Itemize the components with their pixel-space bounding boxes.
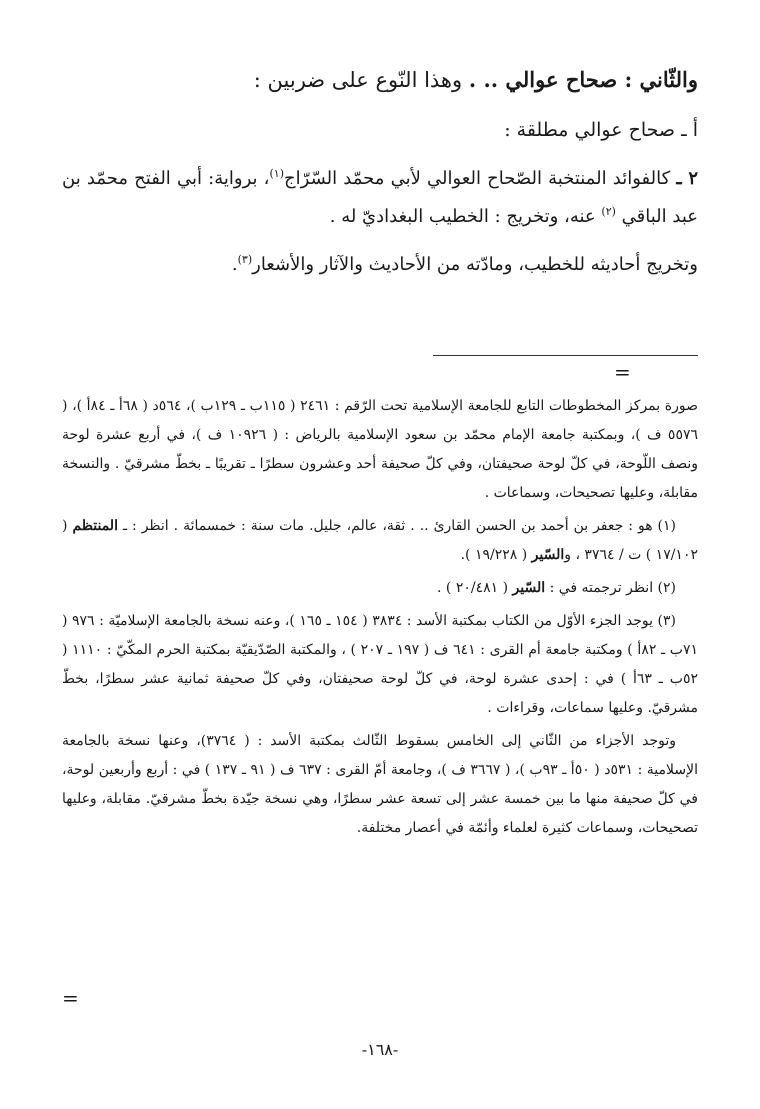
entry-text-2: ، برواية: أبي الفتح محمّد بن عبد الباقي <box>62 168 698 227</box>
second-end: . <box>231 254 238 275</box>
main-text <box>62 58 698 284</box>
footnote-3: (٣) يوجد الجزء الأوّل من الكتاب بمكتبة الأسد : ٣٨٣٤ ( ١٥٤ ـ ١٦٥ )، وعنه نسخة بالجامعة الإسلاميّة : ٩٧٦ ( ٧١ب ـ ٨٢أ ) ومكتبة جامعة أم القرى : ٦٤١ ف ( ١٩٧ ـ ٢٠٧ ) ، والمكتبة الصّدّيقيّة بمكتبة الحرم المكّيّ : ١١١٠ ( ٥٢ب ـ ٦٣أ ) في : إحدى عشرة لوحة، في كلّ لوحة صحيفتان، وفي كلّ صحيفة ثمانية عشر سطرًا، بخطّ مشرقيّ. وعليها سماعات، وقراءات . <box>62 613 698 716</box>
page-number: -١٦٨- <box>361 1040 399 1059</box>
second-text: وتخريج أحاديثه للخطيب، ومادّته من الأحاديث والآثار والأشعار <box>252 254 698 275</box>
footnotes <box>62 392 698 847</box>
footnote-2 <box>62 574 698 603</box>
subheading: أ ـ صحاح عوالي مطلقة : <box>504 119 698 141</box>
footnote-3-continued: وتوجد الأجزاء من الثّاني إلى الخامس بسقوط الثّالث بمكتبة الأسد : ( ٣٧٦٤)، وعنها نسخة بالجامعة الإسلامية : ٥٣١د ( ٥٠أ ـ ٩٣ب )، ( ٣٦٦٧ ف )، وجامعة أمّ القرى : ٦٣٧ ف ( ٩١ ـ ١٣٧ ) في : أربع وأربعين لوحة، في كلّ صحيفة منها ما بين خمسة عشر إلى تسعة عشر سطرًا، وهي نسخة جيّدة بخطّ مشرقيّ. مقابلة، وعليها تصحيحات، وسماعات كثيرة لعلماء وأئمّة في أعصار مختلفة. <box>62 733 698 836</box>
entry-number: ٢ ـ <box>676 168 698 189</box>
footnote-1-book-1: المنتظم <box>72 518 118 534</box>
entry-paragraph <box>62 160 698 236</box>
footnote-ref-3: (٣) <box>237 253 253 266</box>
entry-text-3: عنه، وتخريج : الخطيب البغداديّ له . <box>329 206 596 227</box>
footnote-1 <box>62 512 698 570</box>
heading-rest: وهذا النّوع على ضربين : <box>253 68 463 92</box>
footnote-separator <box>433 355 698 356</box>
heading-bold: والثّاني : صحاح عوالي .. . <box>468 67 698 92</box>
footnote-2-book: السّير <box>512 580 546 596</box>
continuation-mark-bottom: = <box>62 986 79 1010</box>
footnote-continued: صورة بمركز المخطوطات التابع للجامعة الإسلامية تحت الرّقم : ٢٤٦١ ( ١١٥ب ـ ١٢٩ب )، ٥٦٤د ( ٦٨أ ـ ٨٤أ )، ( ٥٥٧٦ ف )، وبمكتبة جامعة الإمام محمّد بن سعود الإسلامية بالرياض : ( ١٠٩٢٦ ف )، في أربع عشرة لوحة ونصف اللّوحة، في كلّ لوحة صحيفتان، وفي كلّ صحيفة أحد وعشرون سطرًا ـ تقريبًا ـ بخطّ مشرقيّ . والنسخة مقابلة، وعليها تصحيحات، وسماعات . <box>62 398 698 501</box>
footnote-1-text: (١) هو : جعفر بن أحمد بن الحسن القارئ .. . ثقة، عالم، جليل. مات سنة : خمسمائة . انظر : ـ <box>122 518 677 534</box>
entry-text-1: كالفوائد المنتخبة الصّحاح العوالي لأبي محمّد السّرّاج <box>284 168 671 189</box>
continuation-mark-top: = <box>614 360 631 384</box>
footnote-2-text: (٢) انظر ترجمته في : <box>549 580 676 596</box>
footnote-1-book-2: السّير <box>531 547 565 563</box>
footnote-ref-2: (٢) <box>601 205 616 218</box>
footnote-1-ref: ( ١٧/١٠٢ ) ت / ٣٧٦٤ ، و <box>62 518 698 563</box>
second-paragraph <box>62 246 698 284</box>
footnote-2-ref: ( ٢٠/٤٨١ ) . <box>437 580 509 596</box>
footnote-ref-1: (١) <box>269 167 285 180</box>
section-heading <box>62 58 698 102</box>
footnote-1-end: ( ١٩/٢٢٨ ). <box>460 547 528 563</box>
